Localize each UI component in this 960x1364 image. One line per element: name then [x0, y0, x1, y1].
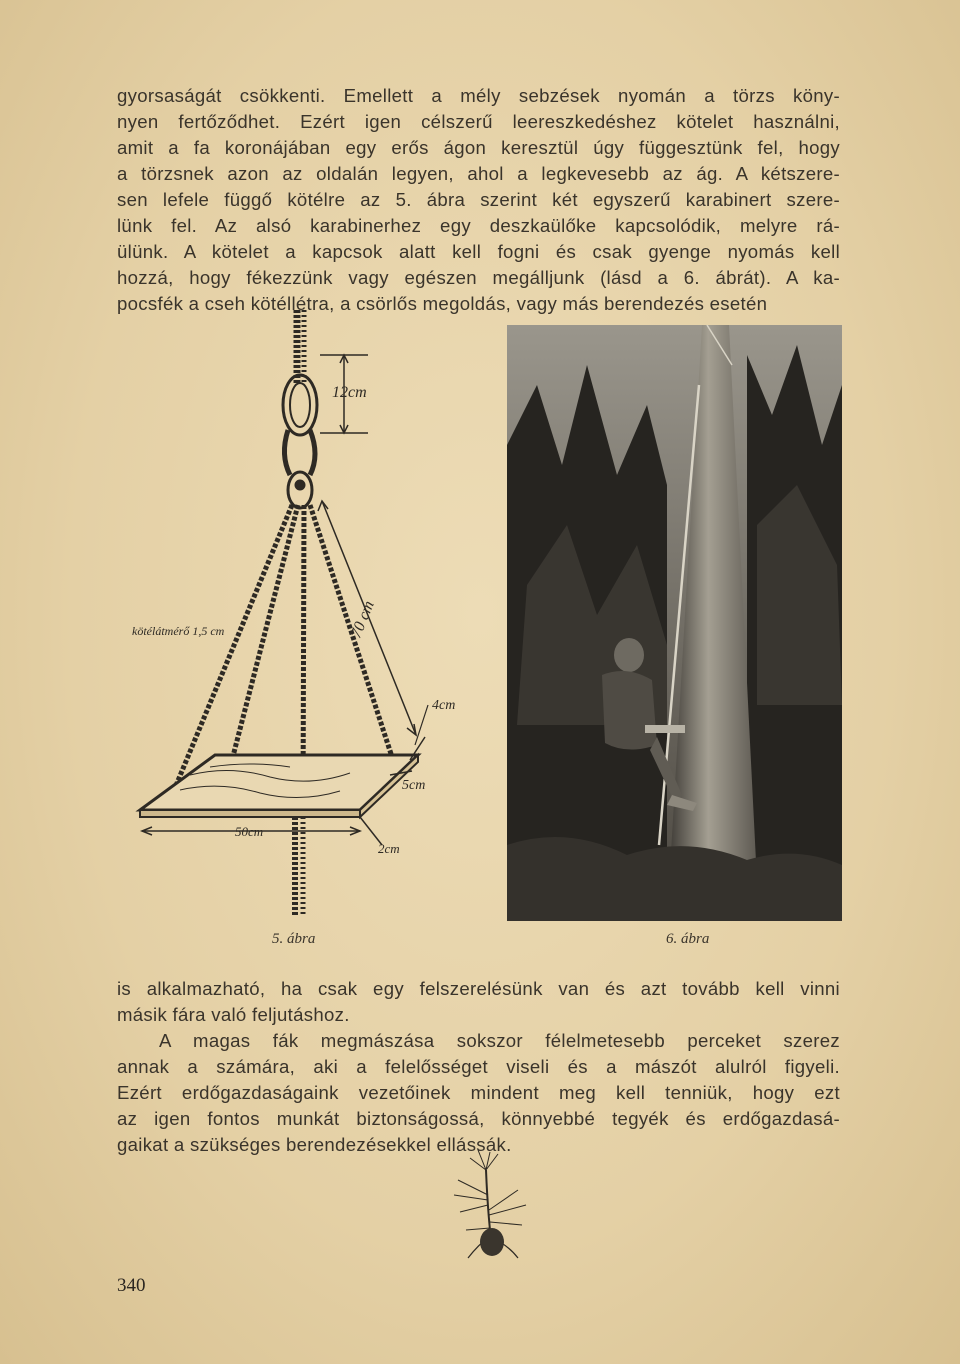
text-line: A magas fák megmászása sokszor félelmetesebb perceket szerez: [159, 1030, 840, 1051]
text-line: az igen fontos munkát biztonságossá, könnyebbé tegyék és erdőgazdasá-: [117, 1108, 840, 1129]
text-line: a törzsnek azon az oldalán legyen, ahol a legkevesebb az ág. A kétszere-: [117, 163, 840, 184]
top-paragraph: [117, 83, 840, 317]
text-line: sen lefele függő kötélre az 5. ábra szerint két egyszerű karabinert szere-: [117, 189, 840, 210]
figure-6-caption: 6. ábra: [666, 931, 710, 947]
figure-5-caption: 5. ábra: [272, 931, 316, 947]
label-12cm: 12cm: [332, 384, 367, 401]
pine-branch-ornament: [448, 1150, 538, 1260]
label-rope-diameter: kötélátmérő 1,5 cm: [132, 624, 225, 638]
text-line: lünk fel. Az alsó karabinerhez egy deszkaülőke kapcsolódik, melyre rá-: [117, 215, 840, 236]
figure-6-photo: [507, 325, 842, 921]
text-line: ülünk. A kötelet a kapcsok alatt kell fogni és csak gyenge nyomás kell: [117, 241, 840, 262]
text-line: annak a számára, aki a felelősséget viseli és a mászót alulról figyeli.: [117, 1056, 840, 1077]
label-50cm: 50cm: [235, 824, 264, 839]
text-line: pocsfék a cseh kötéllétra, a csörlős megoldás, vagy más berendezés esetén: [117, 293, 768, 314]
text-line: amit a fa koronájában egy erős ágon keresztül úgy függesztünk fel, hogy: [117, 137, 840, 158]
label-2cm: 2cm: [378, 841, 400, 856]
bottom-paragraph-2: [117, 1028, 840, 1158]
text-line: gaikat a szükséges berendezésekkel ellássák.: [117, 1134, 512, 1155]
text-line: hozzá, hogy fékezzünk vagy egészen megálljunk (lásd a 6. ábrát). A ka-: [117, 267, 840, 288]
label-4cm: 4cm: [432, 698, 456, 713]
page-number: 340: [117, 1275, 146, 1296]
figure-5-drawing: [110, 305, 500, 925]
seat-board: [140, 755, 418, 817]
text-line: Ezért erdőgazdaságaink vezetőinek mindent meg kell tenniük, hogy ezt: [117, 1082, 840, 1103]
text-line: nyen fertőződhet. Ezért igen célszerű leereszkedéshez kötelet használni,: [117, 111, 840, 132]
text-line: gyorsaságát csökkenti. Emellett a mély sebzések nyomán a törzs köny-: [117, 85, 840, 106]
text-line: másik fára való feljutáshoz.: [117, 1004, 350, 1025]
text-line: is alkalmazható, ha csak egy felszerelésünk van és azt tovább kell vinni: [117, 978, 840, 999]
label-5cm: 5cm: [402, 778, 426, 793]
bottom-paragraph-1: [117, 976, 840, 1028]
label-70cm: 70 cm: [347, 598, 378, 641]
